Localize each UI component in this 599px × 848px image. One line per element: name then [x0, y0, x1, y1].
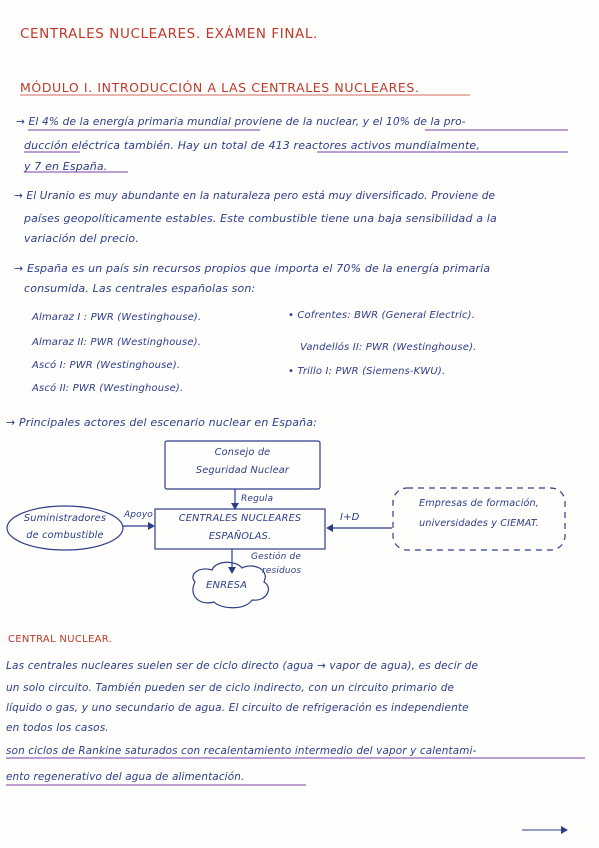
plant-almaraz-2: Almaraz II: PWR (Westinghouse).	[32, 337, 202, 348]
p1-line-2: ducción eléctrica también. Hay un total de 413 reactores activos mundialmente,	[24, 139, 480, 152]
p3-line-1: → España es un país sin recursos propios que importa el 70% de la energía primaria	[14, 262, 491, 275]
gestion-line-1: Gestión de	[251, 552, 302, 562]
centrales-line-2: ESPAÑOLAS.	[208, 531, 272, 542]
p6-line-1: son ciclos de Rankine saturados con recalentamiento intermedio del vapor y calentami-	[6, 745, 477, 757]
apoyo-label: Apoyo	[124, 510, 153, 520]
regula-label: Regula	[241, 494, 274, 504]
p2-line-2: países geopolíticamente estables. Este combustible tiene una baja sensibilidad a la	[24, 212, 497, 225]
enresa-label: ENRESA	[206, 580, 248, 591]
page-title: CENTRALES NUCLEARES. EXÁMEN FINAL.	[20, 26, 318, 42]
section-heading: CENTRAL NUCLEAR.	[8, 634, 113, 645]
plant-vandellos-2: Vandellós II: PWR (Westinghouse).	[300, 342, 477, 353]
suministradores-line-1: Suministradores	[23, 513, 107, 524]
p1-line-3: y 7 en España.	[24, 160, 108, 173]
plant-asco-1: Ascó I: PWR (Westinghouse).	[32, 360, 181, 371]
suministradores-line-2: de combustible	[26, 530, 104, 541]
plant-asco-2: Ascó II: PWR (Westinghouse).	[32, 383, 184, 394]
plant-almaraz-1: Almaraz I : PWR (Westinghouse).	[32, 312, 202, 323]
p3-line-2: consumida. Las centrales españolas son:	[24, 282, 256, 295]
module-heading: MÓDULO I. INTRODUCCIÓN A LAS CENTRALES NUCLEARES.	[20, 80, 420, 95]
p5-line-1: Las centrales nucleares suelen ser de ciclo directo (agua → vapor de agua), es decir de	[6, 660, 479, 672]
p5-line-4: en todos los casos.	[6, 722, 109, 734]
plant-cofrentes: • Cofrentes: BWR (General Electric).	[288, 310, 476, 321]
csn-line-2: Seguridad Nuclear	[195, 465, 290, 476]
gestion-line-2: residuos	[262, 566, 302, 576]
empresas-line-1: Empresas de formación,	[419, 498, 539, 509]
p2-line-3: variación del precio.	[24, 232, 139, 245]
p1-line-1: → El 4% de la energía primaria mundial proviene de la nuclear, y el 10% de la pro-	[16, 116, 466, 128]
centrales-line-1: CENTRALES NUCLEARES	[178, 513, 302, 524]
p4-line: → Principales actores del escenario nuclear en España:	[6, 416, 317, 429]
empresas-line-2: universidades y CIEMAT.	[419, 518, 539, 529]
p2-line-1: → El Uranio es muy abundante en la naturaleza pero está muy diversificado. Proviene de	[14, 190, 496, 202]
csn-line-1: Consejo de	[214, 447, 271, 458]
plant-trillo-1: • Trillo I: PWR (Siemens-KWU).	[288, 366, 446, 377]
p5-line-2: un solo circuito. También pueden ser de ciclo indirecto, con un circuito primario de	[6, 682, 455, 694]
p6-line-2: ento regenerativo del agua de alimentación.	[6, 771, 245, 783]
p5-line-3: líquido o gas, y uno secundario de agua. El circuito de refrigeración es independiente	[6, 702, 469, 714]
imasd-label: I+D	[340, 512, 360, 523]
